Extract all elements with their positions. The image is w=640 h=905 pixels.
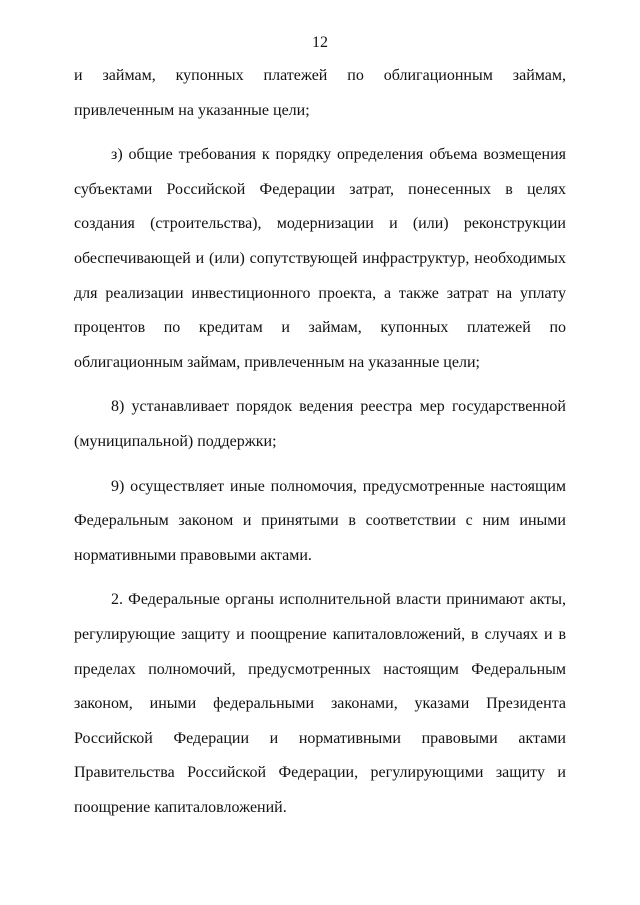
paragraph-item-z: з) общие требования к порядку определения объема возмещения субъектами Российской Федерации затрат, понесенных в целях создания (строительства), модернизации и (или) реконструкции обеспечивающей и (или) сопутствующей инфраструктур, необходимых для реализации инвестиционного проекта, а также затрат на уплату процентов по кредитам и займам, купонных платежей по облигационным займам, привлеченным на указанные цели; (74, 146, 566, 371)
paragraph-continuation: и займам, купонных платежей по облигационным займам, привлеченным на указанные цели; (74, 67, 566, 119)
document-body (74, 59, 566, 825)
paragraph-item-8: 8) устанавливает порядок ведения реестра мер государственной (муниципальной) поддержки; (74, 398, 566, 450)
paragraph-item-9: 9) осуществляет иные полномочия, предусмотренные настоящим Федеральным законом и принятыми в соответствии с ним иными нормативными правовыми актами. (74, 477, 566, 564)
paragraph-part-2: 2. Федеральные органы исполнительной власти принимают акты, регулирующие защиту и поощрение капиталовложений, в случаях и в пределах полномочий, предусмотренных настоящим Федеральным законом, иными федеральными законами, указами Президента Российской Федерации и нормативными правовыми актами Правительства Российской Федерации, регулирующими защиту и поощрение капиталовложений. (74, 591, 566, 816)
page-number: 12 (312, 34, 328, 51)
